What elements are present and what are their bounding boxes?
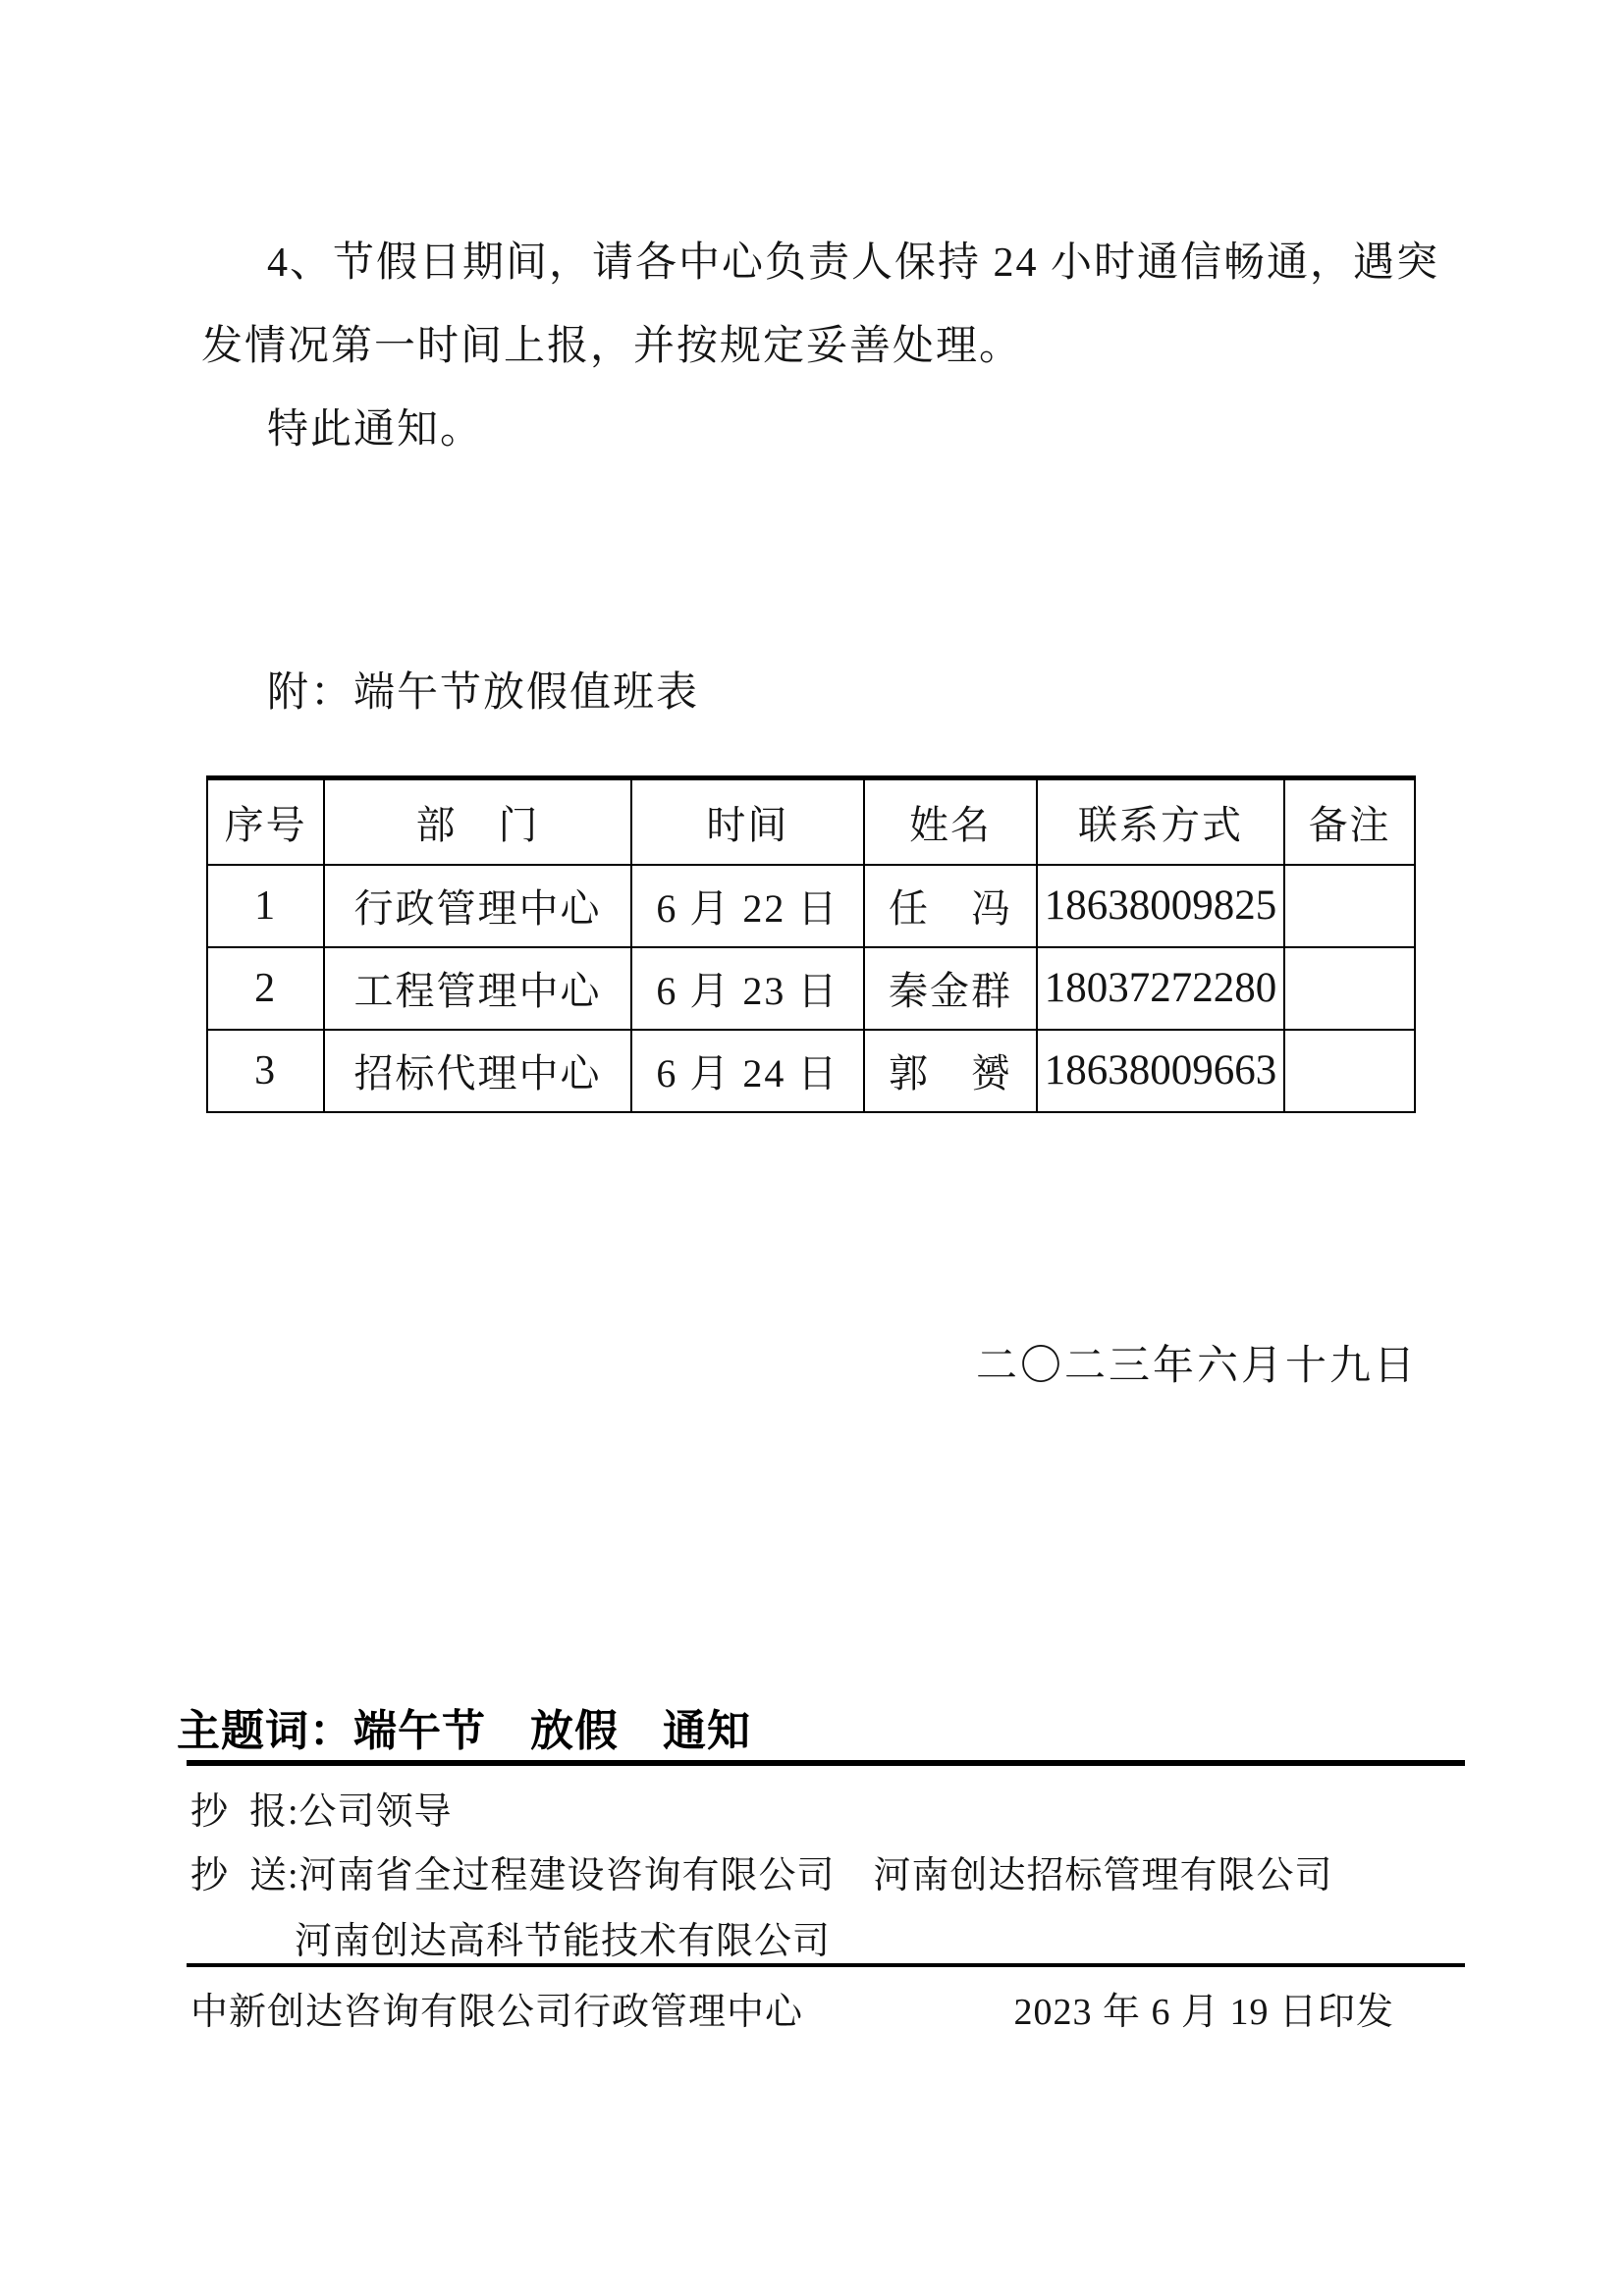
table-cell-note	[1284, 947, 1415, 1030]
table-cell-note	[1284, 1030, 1415, 1112]
table-cell-name: 郭 赟	[864, 1030, 1037, 1112]
print-footer	[190, 1981, 1394, 2035]
notice-paragraph-line-1: 4、节假日期间，请各中心负责人保持 24 小时通信畅通，遇突	[267, 240, 1440, 286]
table-cell-dept: 招标代理中心	[324, 1030, 630, 1112]
header-cell-no: 序号	[207, 778, 324, 865]
table-row	[207, 865, 1415, 947]
table-header-row	[207, 778, 1415, 865]
header-cell-note: 备注	[1284, 778, 1415, 865]
header-cell-phone: 联系方式	[1037, 778, 1284, 865]
header-cell-name: 姓名	[864, 778, 1037, 865]
table-cell-note	[1284, 865, 1415, 947]
header-cell-time: 时间	[631, 778, 864, 865]
divider-line-top	[187, 1760, 1465, 1766]
table-row	[207, 947, 1415, 1030]
cc-send-line: 抄 送:河南省全过程建设咨询有限公司 河南创达招标管理有限公司	[190, 1855, 1333, 1896]
notice-closing-line: 特此通知。	[267, 407, 484, 453]
table-cell-time: 6 月 22 日	[631, 865, 864, 947]
table-cell-no: 1	[207, 865, 324, 947]
table-cell-dept: 工程管理中心	[324, 947, 630, 1030]
notice-paragraph-line-2: 发情况第一时间上报，并按规定妥善处理。	[201, 324, 1023, 369]
table-cell-no: 3	[207, 1030, 324, 1112]
subject-keywords: 主题词：端午节 放假 通知	[177, 1707, 751, 1755]
table-cell-phone: 18037272280	[1037, 947, 1284, 1030]
table-cell-phone: 18638009663	[1037, 1030, 1284, 1112]
attachment-caption: 附：端午节放假值班表	[267, 670, 700, 716]
cc-send-continuation-line: 河南创达高科节能技术有限公司	[295, 1921, 832, 1962]
header-cell-dept: 部 门	[324, 778, 630, 865]
cc-report-line: 抄 报:公司领导	[190, 1791, 453, 1833]
divider-line-bottom	[187, 1963, 1465, 1967]
table-row	[207, 1030, 1415, 1112]
print-date: 2023 年 6 月 19 日印发	[1013, 1992, 1394, 2033]
table-cell-name: 秦金群	[864, 947, 1037, 1030]
table-cell-dept: 行政管理中心	[324, 865, 630, 947]
table-cell-time: 6 月 23 日	[631, 947, 864, 1030]
table-cell-phone: 18638009825	[1037, 865, 1284, 947]
issuer-name: 中新创达咨询有限公司行政管理中心	[190, 1992, 804, 2033]
duty-roster-table	[206, 775, 1416, 1113]
signoff-date: 二〇二三年六月十九日	[975, 1344, 1418, 1389]
table-cell-no: 2	[207, 947, 324, 1030]
table-cell-name: 任 冯	[864, 865, 1037, 947]
table-cell-time: 6 月 24 日	[631, 1030, 864, 1112]
